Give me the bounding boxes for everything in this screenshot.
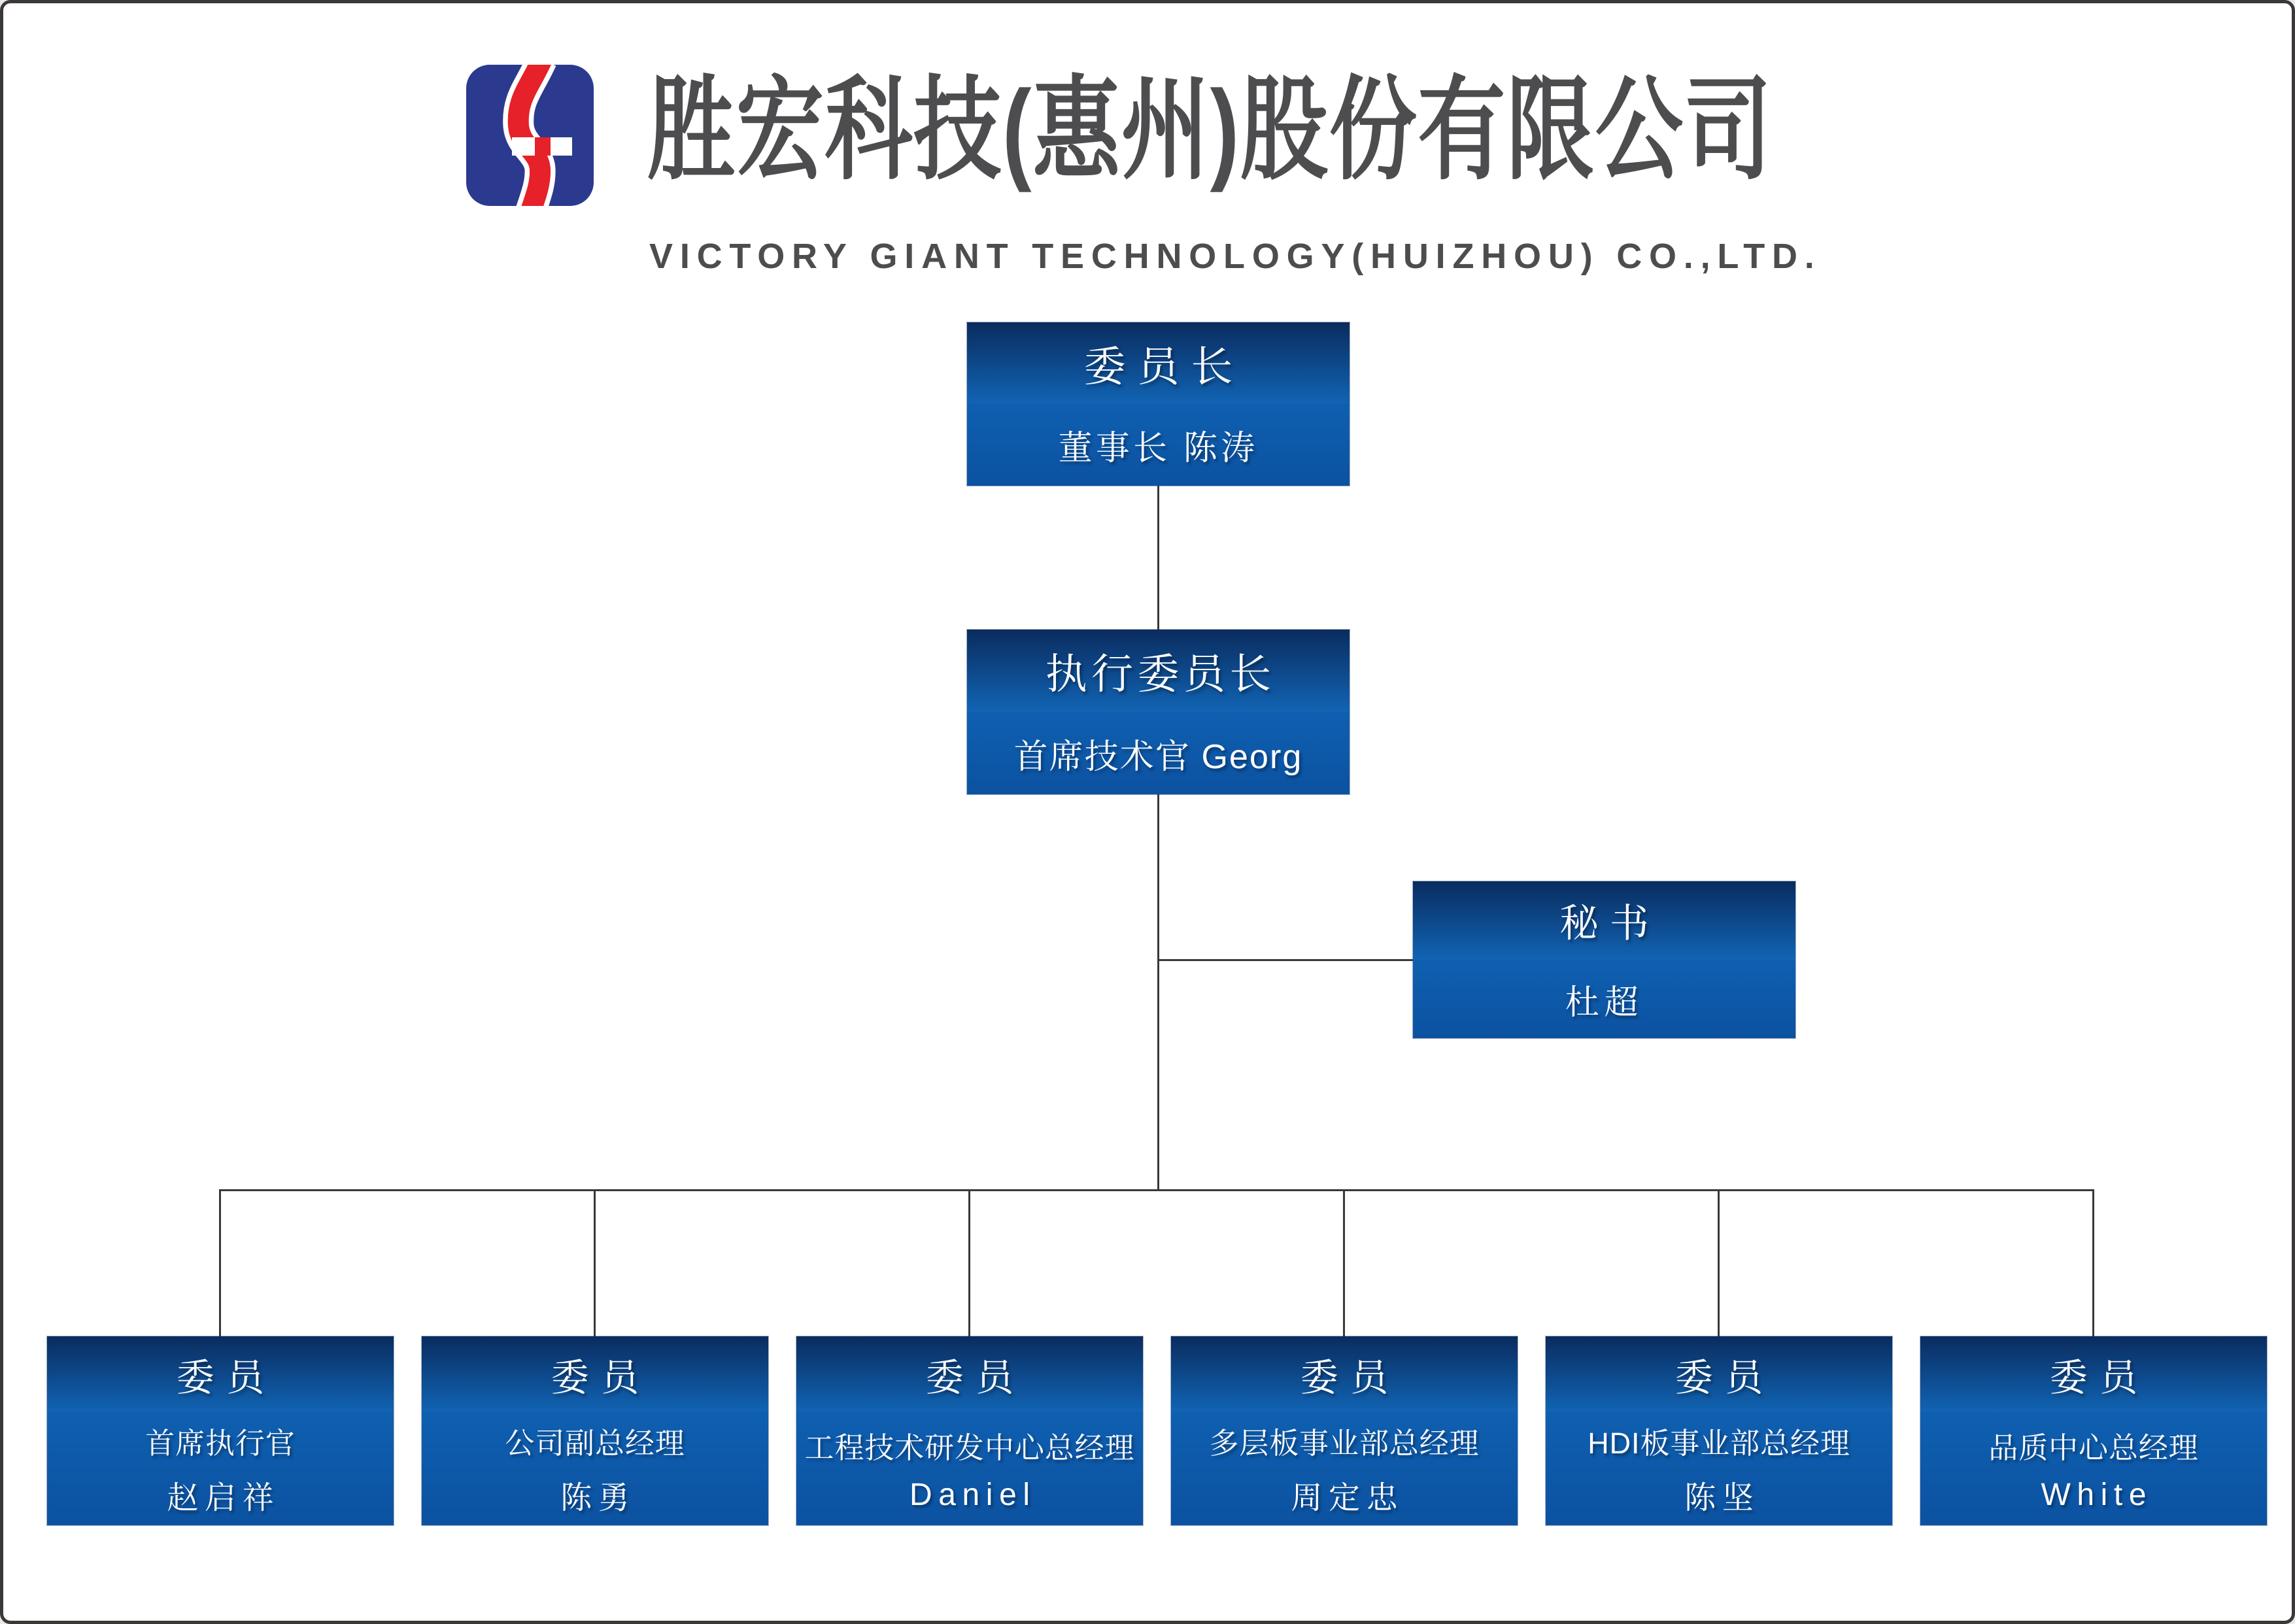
node-member-5 (1546, 1336, 1892, 1525)
node-member-1 (47, 1336, 394, 1525)
chairman-subtitle: 董事长 陈涛 (967, 404, 1350, 486)
member-3-role: 工程技术研发中心总经理 (804, 1431, 1135, 1465)
executive-title: 执行委员长 (967, 630, 1350, 712)
connector-distribution-line (220, 1189, 2094, 1191)
connector-drop-member-5 (1718, 1189, 1720, 1337)
node-secretary (1413, 881, 1795, 1038)
connector-chairman-executive (1157, 484, 1159, 631)
connector-drop-member-1 (219, 1189, 221, 1337)
node-member-4 (1171, 1336, 1518, 1525)
member-5-title: 委员 (1546, 1336, 1892, 1412)
member-6-role: 品质中心总经理 (1988, 1431, 2199, 1465)
member-2-role: 公司副总经理 (505, 1427, 685, 1461)
chairman-title: 委员长 (967, 322, 1350, 404)
member-4-role: 多层板事业部总经理 (1209, 1427, 1480, 1461)
member-4-title: 委员 (1171, 1336, 1518, 1412)
node-member-2 (422, 1336, 768, 1525)
node-chairman (967, 322, 1350, 486)
member-3-name: Daniel (909, 1478, 1036, 1513)
member-1-title: 委员 (47, 1336, 394, 1412)
logo-notch-bridge (535, 137, 551, 156)
member-1-name: 赵启祥 (167, 1481, 280, 1516)
company-name-en: VICTORY GIANT TECHNOLOGY(HUIZHOU) CO.,LTD. (649, 237, 1822, 276)
secretary-subtitle: 杜超 (1413, 960, 1795, 1038)
connector-trunk (1157, 792, 1159, 1191)
company-logo-icon (466, 65, 594, 206)
connector-drop-member-2 (594, 1189, 596, 1337)
connector-branch-secretary (1157, 959, 1414, 961)
secretary-title: 秘书 (1413, 881, 1795, 960)
connector-drop-member-4 (1343, 1189, 1345, 1337)
connector-drop-member-3 (968, 1189, 970, 1337)
member-5-role: HDI板事业部总经理 (1588, 1427, 1850, 1461)
member-6-name: White (2041, 1478, 2153, 1513)
executive-subtitle: 首席技术官 Georg (967, 712, 1350, 794)
member-1-role: 首席执行官 (145, 1427, 296, 1461)
company-name-zh: 胜宏科技(惠州)股份有限公司 (647, 67, 1773, 193)
member-3-title: 委员 (796, 1336, 1143, 1412)
node-member-3 (796, 1336, 1143, 1525)
member-2-title: 委员 (422, 1336, 768, 1412)
member-6-title: 委员 (1920, 1336, 2267, 1412)
member-5-name: 陈坚 (1684, 1481, 1760, 1516)
node-member-6 (1920, 1336, 2267, 1525)
node-executive-chairman (967, 630, 1350, 794)
member-2-name: 陈勇 (560, 1481, 636, 1516)
connector-drop-member-6 (2092, 1189, 2094, 1337)
member-4-name: 周定忠 (1291, 1481, 1404, 1516)
